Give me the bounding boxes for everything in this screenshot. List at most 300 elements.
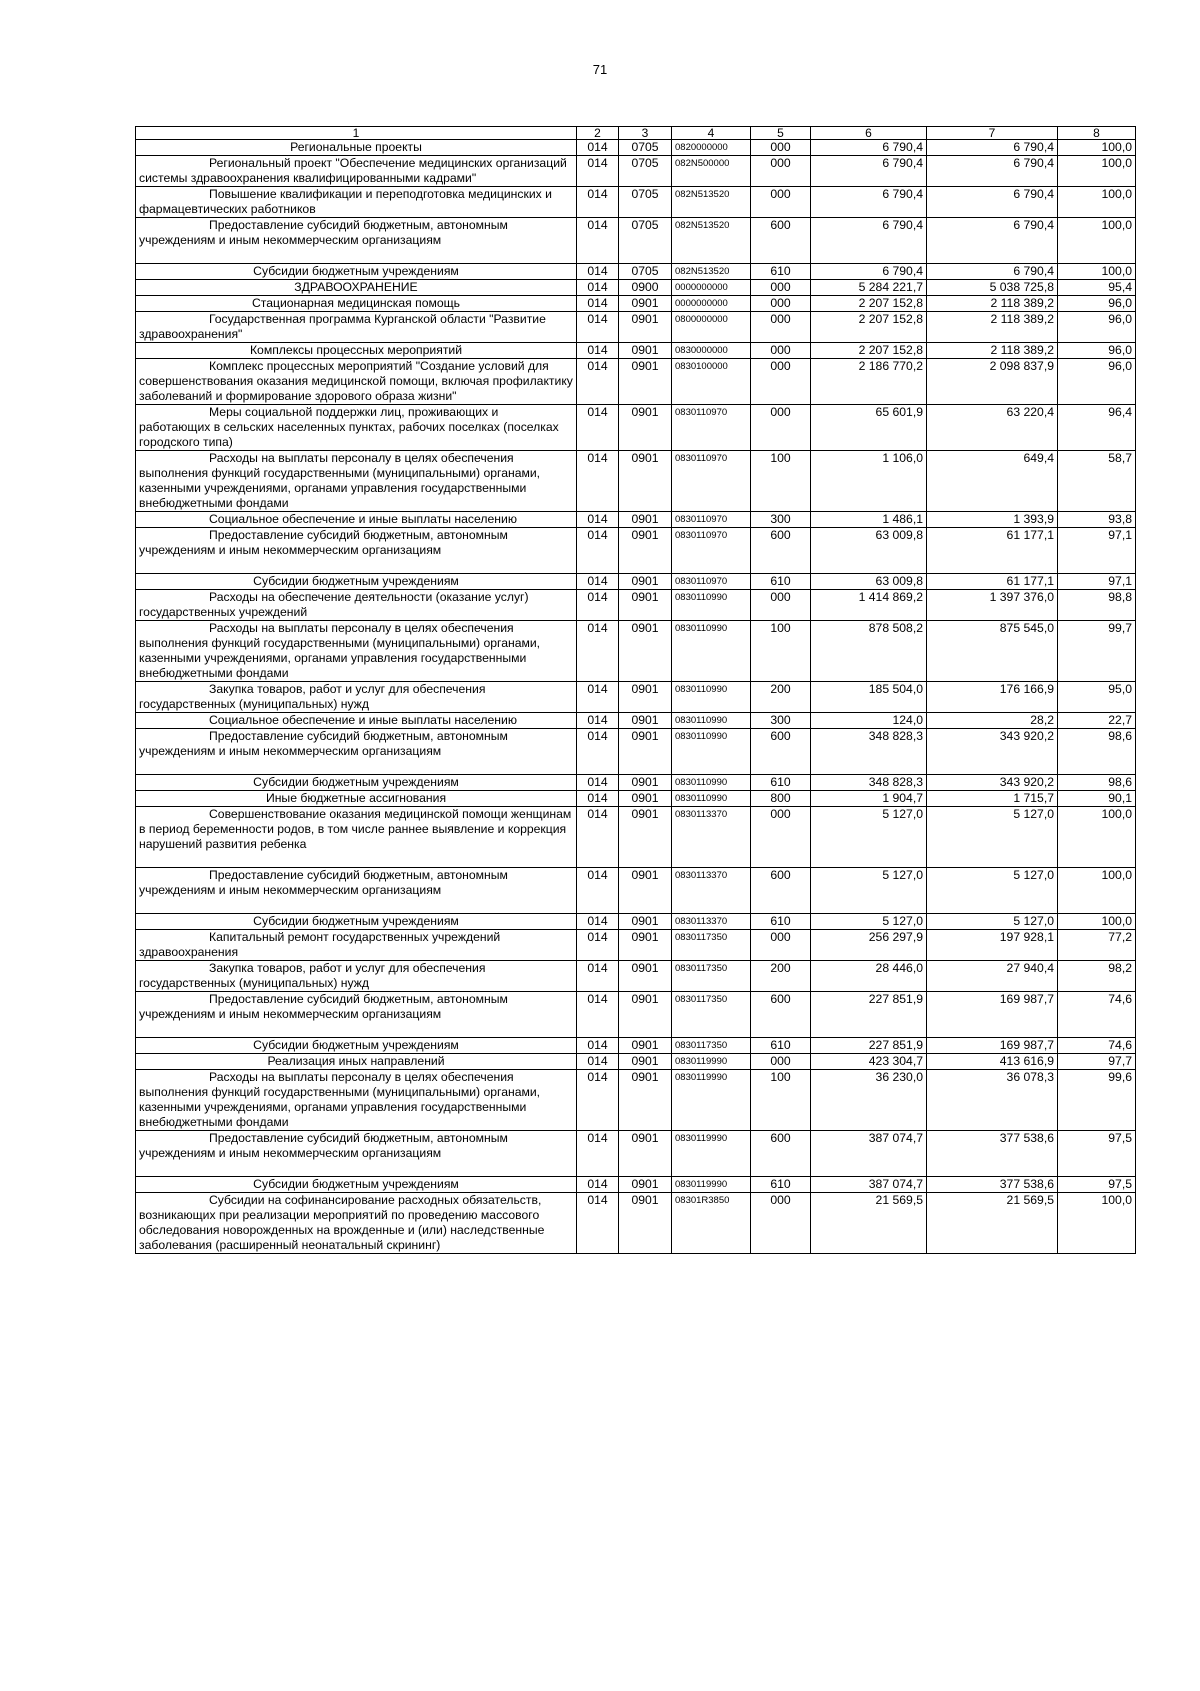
expense-name: Предоставление субсидий бюджетным, автономным учреждениям и иным некоммерческим организациям <box>139 1131 508 1160</box>
ministry-code: 014 <box>577 218 619 264</box>
expense-name: ЗДРАВООХРАНЕНИЕ <box>294 280 418 294</box>
expense-name-cell <box>136 961 577 992</box>
column-header: 2 <box>577 127 619 140</box>
expense-name: Субсидии бюджетным учреждениям <box>253 1038 459 1052</box>
section-code: 0901 <box>619 1038 672 1054</box>
planned-amount: 2 207 152,8 <box>811 312 927 343</box>
section-code: 0901 <box>619 1131 672 1177</box>
section-code: 0705 <box>619 140 672 156</box>
expense-type-code: 000 <box>751 1193 811 1254</box>
ministry-code: 014 <box>577 187 619 218</box>
execution-percent: 93,8 <box>1058 512 1136 528</box>
planned-amount: 256 297,9 <box>811 930 927 961</box>
ministry-code: 014 <box>577 451 619 512</box>
execution-percent: 98,6 <box>1058 729 1136 775</box>
expense-type-code: 600 <box>751 729 811 775</box>
planned-amount: 6 790,4 <box>811 264 927 280</box>
target-article-code: 0830110990 <box>672 621 751 682</box>
table-row <box>136 218 1136 264</box>
table-row <box>136 791 1136 807</box>
expense-name-cell <box>136 930 577 961</box>
ministry-code: 014 <box>577 512 619 528</box>
expense-name-cell <box>136 264 577 280</box>
target-article-code: 0830113370 <box>672 914 751 930</box>
expense-name: Предоставление субсидий бюджетным, автономным учреждениям и иным некоммерческим организациям <box>139 868 508 897</box>
execution-percent: 77,2 <box>1058 930 1136 961</box>
table-row <box>136 1131 1136 1177</box>
target-article-code: 0000000000 <box>672 280 751 296</box>
expense-name: Социальное обеспечение и иные выплаты населению <box>209 713 517 727</box>
execution-percent: 95,0 <box>1058 682 1136 713</box>
executed-amount: 61 177,1 <box>927 528 1058 574</box>
expense-name: Комплексы процессных мероприятий <box>249 343 463 357</box>
expense-name-cell <box>136 140 577 156</box>
planned-amount: 63 009,8 <box>811 574 927 590</box>
table-row <box>136 992 1136 1038</box>
planned-amount: 227 851,9 <box>811 1038 927 1054</box>
ministry-code: 014 <box>577 621 619 682</box>
expense-name: Государственная программа Курганской области "Развитие здравоохранения" <box>139 312 546 341</box>
planned-amount: 5 127,0 <box>811 868 927 914</box>
table-row <box>136 405 1136 451</box>
execution-percent: 98,2 <box>1058 961 1136 992</box>
table-row <box>136 914 1136 930</box>
target-article-code: 0830110970 <box>672 528 751 574</box>
table-row <box>136 574 1136 590</box>
expense-type-code: 000 <box>751 807 811 868</box>
executed-amount: 1 715,7 <box>927 791 1058 807</box>
column-header: 5 <box>751 127 811 140</box>
execution-percent: 100,0 <box>1058 1193 1136 1254</box>
expense-type-code: 600 <box>751 992 811 1038</box>
execution-percent: 100,0 <box>1058 156 1136 187</box>
executed-amount: 5 127,0 <box>927 807 1058 868</box>
expense-name-cell <box>136 1177 577 1193</box>
target-article-code: 0830100000 <box>672 359 751 405</box>
execution-percent: 96,0 <box>1058 343 1136 359</box>
section-code: 0901 <box>619 713 672 729</box>
section-code: 0901 <box>619 296 672 312</box>
expense-type-code: 000 <box>751 156 811 187</box>
target-article-code: 0830113370 <box>672 807 751 868</box>
table-row <box>136 528 1136 574</box>
expense-name: Предоставление субсидий бюджетным, автономным учреждениям и иным некоммерческим организациям <box>139 528 508 557</box>
expense-name-cell <box>136 713 577 729</box>
table-row <box>136 729 1136 775</box>
execution-percent: 96,0 <box>1058 359 1136 405</box>
executed-amount: 28,2 <box>927 713 1058 729</box>
ministry-code: 014 <box>577 1054 619 1070</box>
expense-name-cell <box>136 590 577 621</box>
ministry-code: 014 <box>577 1177 619 1193</box>
execution-percent: 100,0 <box>1058 264 1136 280</box>
execution-percent: 100,0 <box>1058 868 1136 914</box>
expense-type-code: 000 <box>751 140 811 156</box>
executed-amount: 2 118 389,2 <box>927 343 1058 359</box>
expense-type-code: 000 <box>751 280 811 296</box>
table-row <box>136 156 1136 187</box>
column-header: 7 <box>927 127 1058 140</box>
target-article-code: 0830119990 <box>672 1177 751 1193</box>
planned-amount: 1 904,7 <box>811 791 927 807</box>
table-row <box>136 807 1136 868</box>
expense-type-code: 000 <box>751 187 811 218</box>
target-article-code: 0830110970 <box>672 574 751 590</box>
table-row <box>136 1193 1136 1254</box>
expense-type-code: 610 <box>751 914 811 930</box>
expense-type-code: 100 <box>751 621 811 682</box>
executed-amount: 343 920,2 <box>927 729 1058 775</box>
executed-amount: 6 790,4 <box>927 187 1058 218</box>
table-row <box>136 140 1136 156</box>
target-article-code: 0830110990 <box>672 713 751 729</box>
expense-name: Предоставление субсидий бюджетным, автономным учреждениям и иным некоммерческим организациям <box>139 729 508 758</box>
execution-percent: 97,5 <box>1058 1177 1136 1193</box>
section-code: 0901 <box>619 1070 672 1131</box>
planned-amount: 1 486,1 <box>811 512 927 528</box>
expense-name-cell <box>136 1131 577 1177</box>
table-row <box>136 775 1136 791</box>
expense-name-cell <box>136 729 577 775</box>
planned-amount: 6 790,4 <box>811 140 927 156</box>
execution-percent: 74,6 <box>1058 992 1136 1038</box>
executed-amount: 377 538,6 <box>927 1177 1058 1193</box>
section-code: 0901 <box>619 961 672 992</box>
table-row <box>136 590 1136 621</box>
executed-amount: 6 790,4 <box>927 140 1058 156</box>
execution-percent: 99,6 <box>1058 1070 1136 1131</box>
expense-name-cell <box>136 1193 577 1254</box>
expense-name: Повышение квалификации и переподготовка медицинских и фармацевтических работников <box>139 187 552 216</box>
table-row <box>136 296 1136 312</box>
target-article-code: 0830110970 <box>672 451 751 512</box>
table-row <box>136 682 1136 713</box>
planned-amount: 63 009,8 <box>811 528 927 574</box>
expense-name-cell <box>136 621 577 682</box>
table-row <box>136 187 1136 218</box>
expense-name-cell <box>136 528 577 574</box>
executed-amount: 1 397 376,0 <box>927 590 1058 621</box>
expense-type-code: 000 <box>751 405 811 451</box>
section-code: 0901 <box>619 312 672 343</box>
ministry-code: 014 <box>577 930 619 961</box>
planned-amount: 6 790,4 <box>811 187 927 218</box>
expense-name: Расходы на обеспечение деятельности (оказание услуг) государственных учреждений <box>139 590 529 619</box>
executed-amount: 2 118 389,2 <box>927 312 1058 343</box>
section-code: 0901 <box>619 729 672 775</box>
expense-name-cell <box>136 807 577 868</box>
target-article-code: 0830110970 <box>672 512 751 528</box>
execution-percent: 74,6 <box>1058 1038 1136 1054</box>
expense-name-cell <box>136 312 577 343</box>
table-row <box>136 359 1136 405</box>
section-code: 0901 <box>619 359 672 405</box>
expense-name-cell <box>136 1054 577 1070</box>
execution-percent: 100,0 <box>1058 218 1136 264</box>
planned-amount: 348 828,3 <box>811 775 927 791</box>
expense-name: Расходы на выплаты персоналу в целях обеспечения выполнения функций государственными (муниципальными) органами, казенными учреждениями, органами управления государственными внебюджетными фондами <box>139 621 541 680</box>
expense-type-code: 000 <box>751 343 811 359</box>
execution-percent: 97,5 <box>1058 1131 1136 1177</box>
target-article-code: 0830113370 <box>672 868 751 914</box>
section-code: 0705 <box>619 218 672 264</box>
section-code: 0901 <box>619 791 672 807</box>
planned-amount: 387 074,7 <box>811 1177 927 1193</box>
target-article-code: 0830117350 <box>672 1038 751 1054</box>
expense-name: Совершенствование оказания медицинской помощи женщинам в период беременности родов, в том числе раннее выявление и коррекция нарушений развития ребенка <box>139 807 572 851</box>
expense-name-cell <box>136 296 577 312</box>
execution-percent: 98,6 <box>1058 775 1136 791</box>
ministry-code: 014 <box>577 140 619 156</box>
target-article-code: 0830110990 <box>672 590 751 621</box>
executed-amount: 6 790,4 <box>927 264 1058 280</box>
expense-name: Стационарная медицинская помощь <box>251 296 461 310</box>
executed-amount: 27 940,4 <box>927 961 1058 992</box>
expense-name: Субсидии бюджетным учреждениям <box>253 775 459 789</box>
expense-type-code: 300 <box>751 512 811 528</box>
section-code: 0901 <box>619 451 672 512</box>
expense-type-code: 800 <box>751 791 811 807</box>
executed-amount: 169 987,7 <box>927 992 1058 1038</box>
expense-name-cell <box>136 868 577 914</box>
section-code: 0901 <box>619 1193 672 1254</box>
expense-name: Субсидии на софинансирование расходных обязательств, возникающих при реализации мероприятий по проведению массового обследования новорожденных на врожденные и (или) наследственные заболевания (расширенный неонатальный скрининг) <box>139 1193 545 1252</box>
table-row <box>136 512 1136 528</box>
executed-amount: 5 127,0 <box>927 868 1058 914</box>
table-body <box>136 140 1136 1254</box>
expense-name-cell <box>136 187 577 218</box>
target-article-code: 0830119990 <box>672 1070 751 1131</box>
target-article-code: 0820000000 <box>672 140 751 156</box>
executed-amount: 1 393,9 <box>927 512 1058 528</box>
expense-name-cell <box>136 512 577 528</box>
planned-amount: 185 504,0 <box>811 682 927 713</box>
target-article-code: 082N500000 <box>672 156 751 187</box>
ministry-code: 014 <box>577 992 619 1038</box>
expense-name-cell <box>136 156 577 187</box>
target-article-code: 0830119990 <box>672 1131 751 1177</box>
executed-amount: 5 127,0 <box>927 914 1058 930</box>
ministry-code: 014 <box>577 1070 619 1131</box>
execution-percent: 100,0 <box>1058 807 1136 868</box>
table-row <box>136 868 1136 914</box>
expense-type-code: 000 <box>751 312 811 343</box>
planned-amount: 227 851,9 <box>811 992 927 1038</box>
expense-name-cell <box>136 451 577 512</box>
expense-name-cell <box>136 405 577 451</box>
expense-name: Субсидии бюджетным учреждениям <box>253 914 459 928</box>
executed-amount: 649,4 <box>927 451 1058 512</box>
ministry-code: 014 <box>577 807 619 868</box>
section-code: 0901 <box>619 512 672 528</box>
section-code: 0705 <box>619 264 672 280</box>
target-article-code: 0830000000 <box>672 343 751 359</box>
executed-amount: 377 538,6 <box>927 1131 1058 1177</box>
ministry-code: 014 <box>577 775 619 791</box>
executed-amount: 36 078,3 <box>927 1070 1058 1131</box>
expense-type-code: 610 <box>751 264 811 280</box>
executed-amount: 63 220,4 <box>927 405 1058 451</box>
planned-amount: 1 414 869,2 <box>811 590 927 621</box>
ministry-code: 014 <box>577 1193 619 1254</box>
target-article-code: 0830117350 <box>672 992 751 1038</box>
expense-name: Региональные проекты <box>290 140 422 154</box>
planned-amount: 878 508,2 <box>811 621 927 682</box>
expense-type-code: 610 <box>751 574 811 590</box>
executed-amount: 5 038 725,8 <box>927 280 1058 296</box>
planned-amount: 348 828,3 <box>811 729 927 775</box>
expense-type-code: 610 <box>751 1038 811 1054</box>
planned-amount: 2 207 152,8 <box>811 296 927 312</box>
ministry-code: 014 <box>577 528 619 574</box>
section-code: 0901 <box>619 682 672 713</box>
section-code: 0901 <box>619 528 672 574</box>
ministry-code: 014 <box>577 682 619 713</box>
executed-amount: 197 928,1 <box>927 930 1058 961</box>
expense-name-cell <box>136 1038 577 1054</box>
expense-name: Социальное обеспечение и иные выплаты населению <box>209 512 517 526</box>
execution-percent: 96,0 <box>1058 312 1136 343</box>
column-header: 8 <box>1058 127 1136 140</box>
expense-type-code: 600 <box>751 1131 811 1177</box>
ministry-code: 014 <box>577 296 619 312</box>
ministry-code: 014 <box>577 405 619 451</box>
expense-name: Закупка товаров, работ и услуг для обеспечения государственных (муниципальных) нужд <box>139 682 486 711</box>
executed-amount: 2 098 837,9 <box>927 359 1058 405</box>
target-article-code: 0830119990 <box>672 1054 751 1070</box>
expense-name: Субсидии бюджетным учреждениям <box>253 1177 459 1191</box>
table-row <box>136 1070 1136 1131</box>
execution-percent: 100,0 <box>1058 914 1136 930</box>
expense-name-cell <box>136 280 577 296</box>
section-code: 0705 <box>619 156 672 187</box>
planned-amount: 65 601,9 <box>811 405 927 451</box>
target-article-code: 082N513520 <box>672 264 751 280</box>
expense-type-code: 200 <box>751 682 811 713</box>
execution-percent: 95,4 <box>1058 280 1136 296</box>
expense-name: Расходы на выплаты персоналу в целях обеспечения выполнения функций государственными (муниципальными) органами, казенными учреждениями, органами управления государственными внебюджетными фондами <box>139 1070 541 1129</box>
planned-amount: 2 186 770,2 <box>811 359 927 405</box>
expense-name: Субсидии бюджетным учреждениям <box>253 574 459 588</box>
expense-type-code: 200 <box>751 961 811 992</box>
table-row <box>136 930 1136 961</box>
execution-percent: 22,7 <box>1058 713 1136 729</box>
expense-name-cell <box>136 775 577 791</box>
table-row <box>136 621 1136 682</box>
expense-name: Предоставление субсидий бюджетным, автономным учреждениям и иным некоммерческим организациям <box>139 218 508 247</box>
expense-name-cell <box>136 992 577 1038</box>
expense-type-code: 600 <box>751 218 811 264</box>
table-header-row <box>136 127 1136 140</box>
expense-name: Реализация иных направлений <box>267 1054 445 1068</box>
planned-amount: 36 230,0 <box>811 1070 927 1131</box>
expense-type-code: 300 <box>751 713 811 729</box>
section-code: 0901 <box>619 590 672 621</box>
ministry-code: 014 <box>577 574 619 590</box>
table-row <box>136 1038 1136 1054</box>
execution-percent: 96,0 <box>1058 296 1136 312</box>
expense-name-cell <box>136 1070 577 1131</box>
execution-percent: 98,8 <box>1058 590 1136 621</box>
execution-percent: 97,1 <box>1058 574 1136 590</box>
target-article-code: 08301R3850 <box>672 1193 751 1254</box>
section-code: 0901 <box>619 868 672 914</box>
expense-type-code: 100 <box>751 451 811 512</box>
expense-name: Закупка товаров, работ и услуг для обеспечения государственных (муниципальных) нужд <box>139 961 486 990</box>
target-article-code: 082N513520 <box>672 218 751 264</box>
expense-name: Иные бюджетные ассигнования <box>265 791 447 805</box>
expense-type-code: 600 <box>751 868 811 914</box>
expense-type-code: 600 <box>751 528 811 574</box>
target-article-code: 0830110990 <box>672 775 751 791</box>
ministry-code: 014 <box>577 729 619 775</box>
section-code: 0901 <box>619 574 672 590</box>
execution-percent: 100,0 <box>1058 140 1136 156</box>
section-code: 0901 <box>619 1054 672 1070</box>
page-number: 71 <box>592 62 608 77</box>
planned-amount: 5 284 221,7 <box>811 280 927 296</box>
section-code: 0901 <box>619 914 672 930</box>
planned-amount: 1 106,0 <box>811 451 927 512</box>
expense-name-cell <box>136 574 577 590</box>
expense-type-code: 000 <box>751 296 811 312</box>
ministry-code: 014 <box>577 264 619 280</box>
section-code: 0901 <box>619 807 672 868</box>
table-row <box>136 961 1136 992</box>
planned-amount: 124,0 <box>811 713 927 729</box>
expense-type-code: 000 <box>751 1054 811 1070</box>
planned-amount: 21 569,5 <box>811 1193 927 1254</box>
expense-name: Расходы на выплаты персоналу в целях обеспечения выполнения функций государственными (муниципальными) органами, казенными учреждениями, органами управления государственными внебюджетными фондами <box>139 451 541 510</box>
planned-amount: 6 790,4 <box>811 218 927 264</box>
section-code: 0901 <box>619 1177 672 1193</box>
expense-type-code: 000 <box>751 930 811 961</box>
section-code: 0901 <box>619 930 672 961</box>
expense-type-code: 000 <box>751 359 811 405</box>
executed-amount: 875 545,0 <box>927 621 1058 682</box>
expense-name: Меры социальной поддержки лиц, проживающих и работающих в сельских населенных пунктах, рабочих поселках (поселках городского типа) <box>139 405 559 449</box>
planned-amount: 2 207 152,8 <box>811 343 927 359</box>
table-row <box>136 1054 1136 1070</box>
expense-type-code: 000 <box>751 590 811 621</box>
planned-amount: 387 074,7 <box>811 1131 927 1177</box>
execution-percent: 97,1 <box>1058 528 1136 574</box>
budget-table <box>135 126 1136 1254</box>
expense-type-code: 610 <box>751 1177 811 1193</box>
executed-amount: 6 790,4 <box>927 156 1058 187</box>
executed-amount: 2 118 389,2 <box>927 296 1058 312</box>
expense-name-cell <box>136 914 577 930</box>
expense-name: Предоставление субсидий бюджетным, автономным учреждениям и иным некоммерческим организациям <box>139 992 508 1021</box>
ministry-code: 014 <box>577 156 619 187</box>
ministry-code: 014 <box>577 868 619 914</box>
section-code: 0901 <box>619 343 672 359</box>
expense-name-cell <box>136 218 577 264</box>
target-article-code: 0830110990 <box>672 791 751 807</box>
ministry-code: 014 <box>577 1038 619 1054</box>
section-code: 0705 <box>619 187 672 218</box>
column-header: 6 <box>811 127 927 140</box>
expense-name: Региональный проект "Обеспечение медицинских организаций системы здравоохранения квалифицированными кадрами" <box>139 156 567 185</box>
ministry-code: 014 <box>577 713 619 729</box>
table-row <box>136 451 1136 512</box>
table-row <box>136 264 1136 280</box>
expense-type-code: 100 <box>751 1070 811 1131</box>
expense-name-cell <box>136 359 577 405</box>
section-code: 0901 <box>619 621 672 682</box>
executed-amount: 21 569,5 <box>927 1193 1058 1254</box>
execution-percent: 97,7 <box>1058 1054 1136 1070</box>
